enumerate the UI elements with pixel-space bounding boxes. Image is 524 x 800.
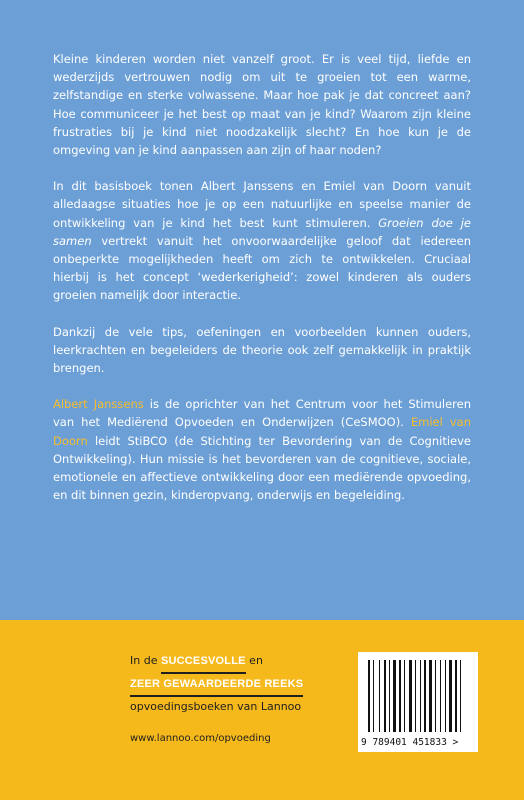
blurb-paragraph-1: Kleine kinderen worden niet vanzelf groot. Er is veel tijd, liefde en wederzijds vertrouwen nodig om uit te groeien tot een warme, zelfstandige en sterke volwassene. Maar hoe pak je dat concreet aan? Hoe communiceer je het best op maat van je kind? Waarom zijn kleine frustraties bij je kind niet noodzakelijk slecht? En hoe kun je de omgeving van je kind aanpassen aan zijn of haar noden? (53, 52, 471, 158)
blurb-paragraph-2: In dit basisboek tonen Albert Janssens en Emiel van Doorn vanuit alledaagse situaties hoe je op een natuurlijke en speelse manier de ontwikkeling van je kind het best kunt stimuleren. Groeien doe je samen vertrekt vanuit het onvoorwaardelijke geloof dat iedereen onbeperkte mogelijkheden heeft om zich te ontwikkelen. Cruciaal hierbij is het concept ‘wederkerigheid’: zowel kinderen als ouders groeien namelijk door interactie. (53, 179, 471, 303)
barcode-bar (437, 660, 439, 732)
blurb (53, 50, 471, 522)
barcode-bar (404, 660, 405, 732)
barcode-bar (399, 660, 401, 732)
barcode-bar (381, 660, 383, 732)
barcode-bar (393, 660, 396, 732)
barcode (358, 652, 478, 752)
barcode-bar (417, 660, 419, 732)
barcode-bar (397, 660, 398, 732)
barcode-bar (453, 660, 454, 732)
series-band (0, 620, 524, 800)
barcode-bar (379, 660, 380, 732)
barcode-bar (435, 660, 436, 732)
barcode-bar (371, 660, 372, 732)
barcode-bar (387, 660, 388, 732)
barcode-bar (429, 660, 432, 732)
book-title-italic: Groeien doe je samen (53, 215, 471, 248)
barcode-bar (422, 660, 423, 732)
barcode-bar (368, 660, 370, 732)
barcode-bar (458, 660, 459, 732)
isbn-number: 9 789401 451833 > (361, 737, 459, 748)
barcode-bar (445, 660, 446, 732)
barcode-bar (402, 660, 403, 732)
barcode-bar (373, 660, 374, 732)
barcode-bar (449, 660, 452, 732)
barcode-bar (375, 660, 378, 732)
barcode-bar (406, 660, 408, 732)
author-name-emiel: Emiel van Doorn (53, 415, 471, 448)
barcode-bar (389, 660, 390, 732)
series-highlight-reeks: ZEER GEWAARDEERDE REEKS (130, 675, 303, 697)
author-bio: Albert Janssens is de oprichter van het Centrum voor het Stimuleren van het Mediërend Opvoeden en Onderwijzen (CeSMOO). Emiel van Doorn leidt StiBCO (de Stichting ter Bevordering van de Cognitieve Ontwikkeling). Hun missie is het bevorderen van de cognitieve, sociale, emotionele en affectieve ontwikkeling door een mediërende opvoeding, en dit binnen gezin, kinderopvang, onderwijs en begeleiding. (53, 397, 471, 503)
barcode-bar (424, 660, 426, 732)
barcode-bar (420, 660, 421, 732)
blurb-paragraph-3: Dankzij de vele tips, oefeningen en voorbeelden kunnen ouders, leerkrachten en begeleiders de theorie ook zelf gemakkelijk in praktijk brengen. (53, 324, 471, 376)
author-name-albert: Albert Janssens (53, 397, 144, 412)
barcode-bar (384, 660, 386, 732)
barcode-bar (413, 660, 414, 732)
series-text: In de SUCCESVOLLE en ZEER GEWAARDEERDE REEKS opvoedingsboeken van Lannoo (130, 654, 304, 713)
barcode-bar (447, 660, 448, 732)
barcode-bar (442, 660, 444, 732)
series-highlight-succesvolle: SUCCESVOLLE (161, 652, 246, 674)
barcode-bar (391, 660, 392, 732)
barcode-bar (433, 660, 434, 732)
barcode-bars (368, 660, 468, 732)
barcode-bar (427, 660, 428, 732)
barcode-bar (415, 660, 416, 732)
barcode-bar (462, 660, 464, 732)
barcode-bar (440, 660, 441, 732)
publisher-url[interactable]: www.lannoo.com/opvoeding (130, 733, 271, 744)
barcode-bar (460, 660, 461, 732)
barcode-bar (409, 660, 412, 732)
barcode-bar (455, 660, 457, 732)
